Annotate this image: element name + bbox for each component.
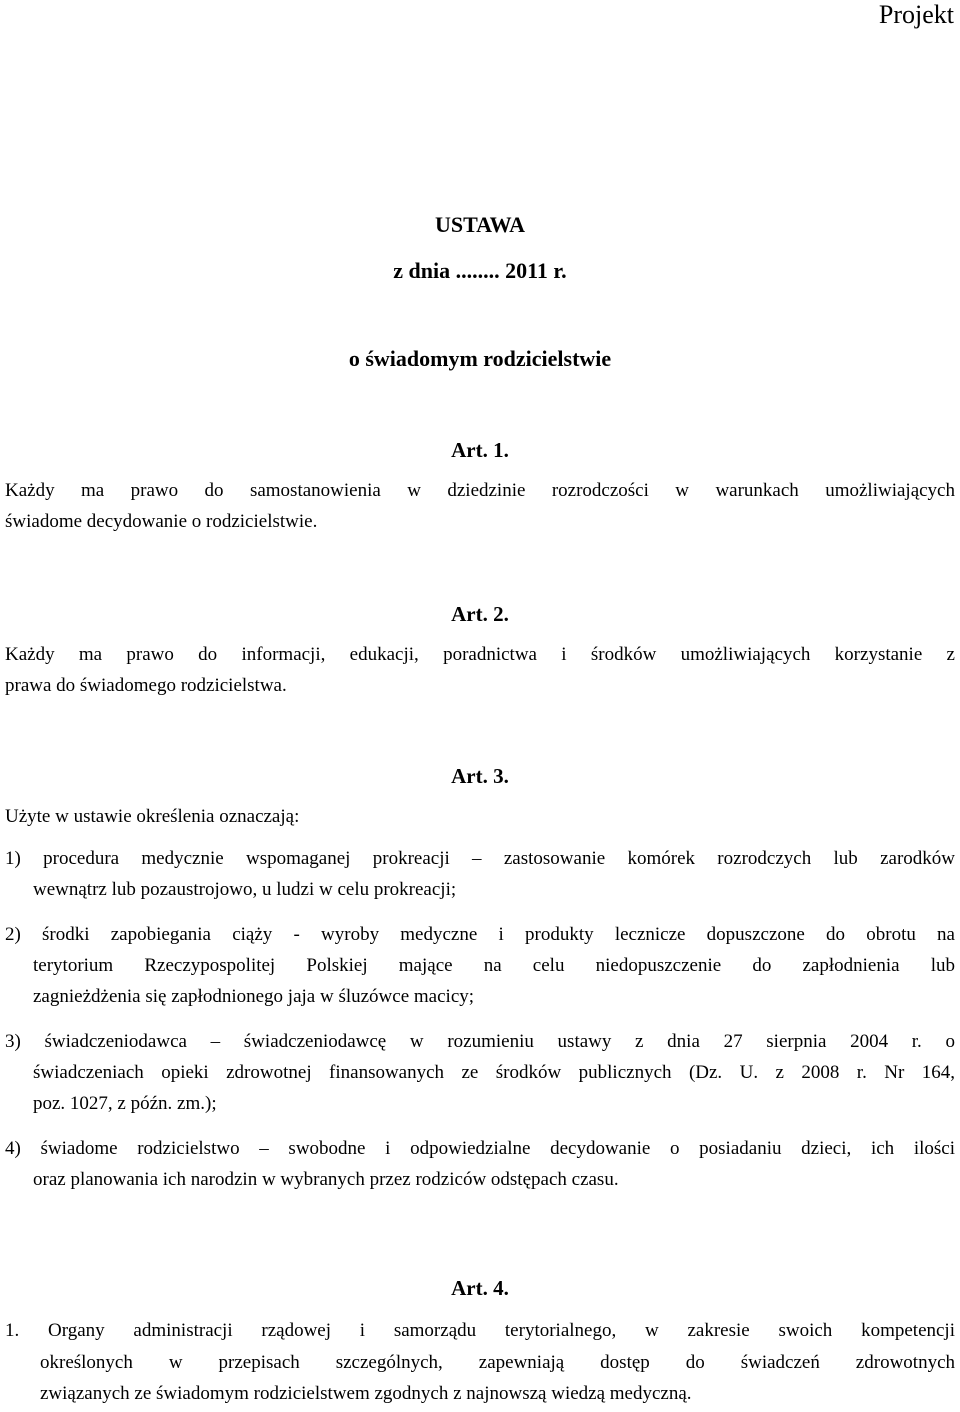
art3-item-2-line-1: 2) środki zapobiegania ciąży - wyroby medyczne i produkty lecznicze dopuszczone do obrotu na xyxy=(5,924,955,945)
art2-heading: Art. 2. xyxy=(451,602,509,626)
art2-line-2: prawa do świadomego rodzicielstwa. xyxy=(5,675,287,696)
art1-heading: Art. 1. xyxy=(451,438,509,462)
art3-item-3-line-3: poz. 1027, z późn. zm.); xyxy=(33,1093,217,1114)
act-subject: o świadomym rodzicielstwie xyxy=(348,346,612,371)
art4-item-1-line-2: określonych w przepisach szczególnych, zapewniają dostęp do świadczeń zdrowotnych xyxy=(40,1352,955,1373)
art2-line-1: Każdy ma prawo do informacji, edukacji, poradnictwa i środków umożliwiających korzystanie z xyxy=(5,644,955,665)
art4-item-1-line-3: związanych ze świadomym rodzicielstwem zgodnych z najnowszą wiedzą medyczną. xyxy=(40,1383,692,1404)
art3-item-2-line-2: terytorium Rzeczypospolitej Polskiej mające na celu niedopuszczenie do zapłodnienia lub xyxy=(33,955,955,976)
art3-intro: Użyte w ustawie określenia oznaczają: xyxy=(5,806,300,827)
art3-item-4-line-2: oraz planowania ich narodzin w wybranych przez rodziców odstępach czasu. xyxy=(33,1169,619,1190)
art3-item-1-line-2: wewnątrz lub pozaustrojowo, u ludzi w celu prokreacji; xyxy=(33,879,457,900)
art3-item-2-line-3: zagnieżdżenia się zapłodnionego jaja w śluzówce macicy; xyxy=(33,986,475,1007)
art3-item-3-line-2: świadczeniach opieki zdrowotnej finansowanych ze środków publicznych (Dz. U. z 2008 r. Nr 164, xyxy=(33,1062,955,1083)
art1-line-2: świadome decydowanie o rodzicielstwie. xyxy=(5,511,318,532)
act-title: USTAWA xyxy=(434,212,526,237)
project-label: Projekt xyxy=(878,0,954,29)
art3-item-3-line-1: 3) świadczeniodawca – świadczeniodawcę w rozumieniu ustawy z dnia 27 sierpnia 2004 r. o xyxy=(5,1031,955,1052)
art4-item-1-line-1: 1. Organy administracji rządowej i samorządu terytorialnego, w zakresie swoich kompetencji xyxy=(5,1320,955,1341)
art4-heading: Art. 4. xyxy=(451,1276,509,1300)
art3-item-4-line-1: 4) świadome rodzicielstwo – swobodne i odpowiedzialne decydowanie o posiadaniu dzieci, ich ilości xyxy=(5,1138,955,1159)
art3-item-1-line-1: 1) procedura medycznie wspomaganej prokreacji – zastosowanie komórek rozrodczych lub zarodków xyxy=(5,848,955,869)
art3-heading: Art. 3. xyxy=(451,764,509,788)
act-date: z dnia ........ 2011 r. xyxy=(393,258,567,283)
art1-line-1: Każdy ma prawo do samostanowienia w dziedzinie rozrodczości w warunkach umożliwiających xyxy=(5,480,955,501)
